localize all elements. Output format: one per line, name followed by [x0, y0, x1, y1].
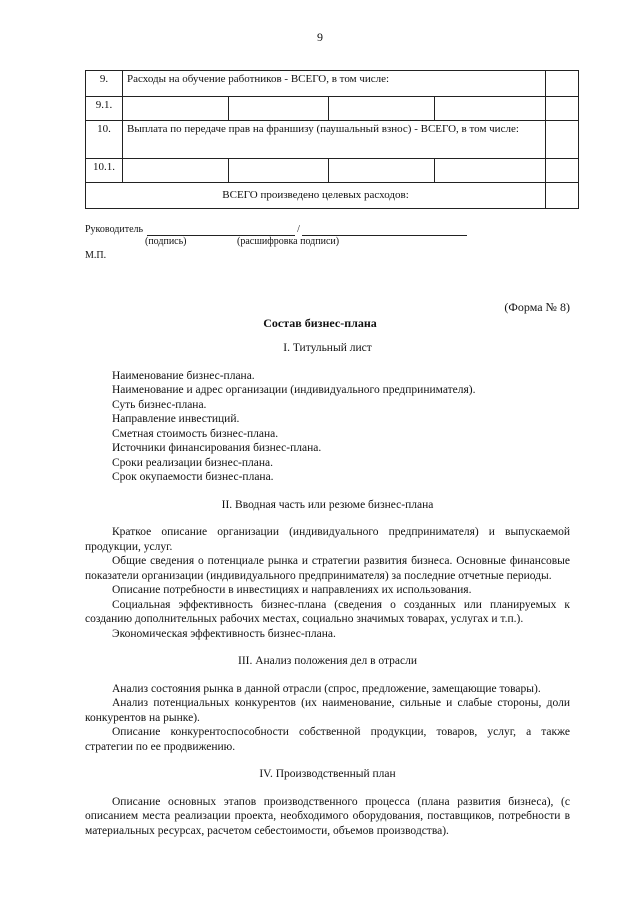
page-number: 9: [317, 30, 323, 44]
value-cell: [546, 183, 579, 209]
section-title: II. Вводная часть или резюме бизнес-плана: [221, 498, 434, 511]
total-row: [86, 183, 579, 209]
paragraph: Описание основных этапов производственного процесса (плана развития бизнеса), (с описанием места реализации проекта, необходимого оборудования, поставщиков, потребности в материальных ресурсах, расчетом себестоимости, объемов производства).: [85, 795, 570, 837]
signature-caption: (подпись): [145, 236, 187, 247]
paragraph: Общие сведения о потенциале рынка и стратегии развития бизнеса. Основные финансовые показатели организации (индивидуального предпринимателя) за последние отчетные периоды.: [85, 555, 570, 582]
section-title: III. Анализ положения дел в отрасли: [237, 655, 418, 667]
list-item: Наименование и адрес организации (индивидуального предпринимателя).: [112, 384, 476, 396]
document-body: [85, 341, 570, 838]
decoding-caption: (расшифровка подписи): [237, 236, 340, 247]
list-item: Направление инвестиций.: [112, 413, 240, 425]
list-item: Сроки реализации бизнес-плана.: [112, 456, 274, 469]
paragraph: Анализ состояния рынка в данной отрасли (спрос, предложение, замещающие товары).: [112, 682, 541, 695]
total-label: ВСЕГО произведено целевых расходов:: [86, 183, 546, 209]
signature-block: [85, 224, 505, 262]
head-label: Руководитель: [85, 224, 144, 235]
paragraph: Описание конкурентоспособности собственной продукции, товаров, услуг, а также стратегии по ее продвижению.: [85, 726, 570, 753]
value-cell: [546, 121, 579, 159]
value-cell: [546, 97, 579, 121]
row-description: Расходы на обучение работников - ВСЕГО, в том числе:: [123, 71, 546, 97]
paragraph: Описание потребности в инвестициях и направлениях их использования.: [112, 584, 472, 596]
row-number: 10.1.: [86, 159, 123, 183]
table-row: [86, 159, 579, 183]
empty-cell: [123, 97, 229, 121]
document-title: Состав бизнес-плана: [263, 316, 377, 330]
signature-slash: /: [297, 224, 300, 235]
list-item: Источники финансирования бизнес-плана.: [112, 442, 322, 454]
empty-cell: [229, 97, 329, 121]
decoding-line: [302, 225, 467, 236]
value-cell: [546, 71, 579, 97]
paragraph: Социальная эффективность бизнес-плана (сведения о созданных или планируемых к созданию дополнительных рабочих местах, социально значимых товарах, услугах и т.п.).: [85, 598, 570, 625]
expenses-table: [85, 70, 579, 209]
empty-cell: [435, 159, 546, 183]
row-number: 9.1.: [86, 97, 123, 121]
empty-cell: [329, 159, 435, 183]
paragraph: Анализ потенциальных конкурентов (их наименование, сильные и слабые стороны, доли конкурентов на рынке).: [85, 697, 570, 724]
row-number: 9.: [86, 71, 123, 97]
empty-cell: [229, 159, 329, 183]
list-item: Сметная стоимость бизнес-плана.: [112, 427, 279, 440]
list-item: Наименование бизнес-плана.: [112, 369, 255, 382]
empty-cell: [329, 97, 435, 121]
paragraph: Краткое описание организации (индивидуального предпринимателя) и выпускаемой продукции, услуг.: [85, 526, 570, 553]
row-description: Выплата по передаче прав на франшизу (паушальный взнос) - ВСЕГО, в том числе:: [123, 121, 546, 159]
table-row: [86, 71, 579, 97]
table-row: [86, 121, 579, 159]
row-number: 10.: [86, 121, 123, 159]
value-cell: [546, 159, 579, 183]
list-item: Срок окупаемости бизнес-плана.: [112, 471, 274, 483]
signature-line: [147, 225, 295, 236]
empty-cell: [435, 97, 546, 121]
section-title: I. Титульный лист: [283, 342, 372, 354]
paragraph: Экономическая эффективность бизнес-плана.: [112, 627, 336, 640]
stamp-label: М.П.: [85, 250, 107, 261]
form-number: (Форма № 8): [504, 300, 570, 314]
section-title: IV. Производственный план: [259, 768, 396, 780]
table-row: [86, 97, 579, 121]
list-item: Суть бизнес-плана.: [112, 398, 207, 411]
empty-cell: [123, 159, 229, 183]
